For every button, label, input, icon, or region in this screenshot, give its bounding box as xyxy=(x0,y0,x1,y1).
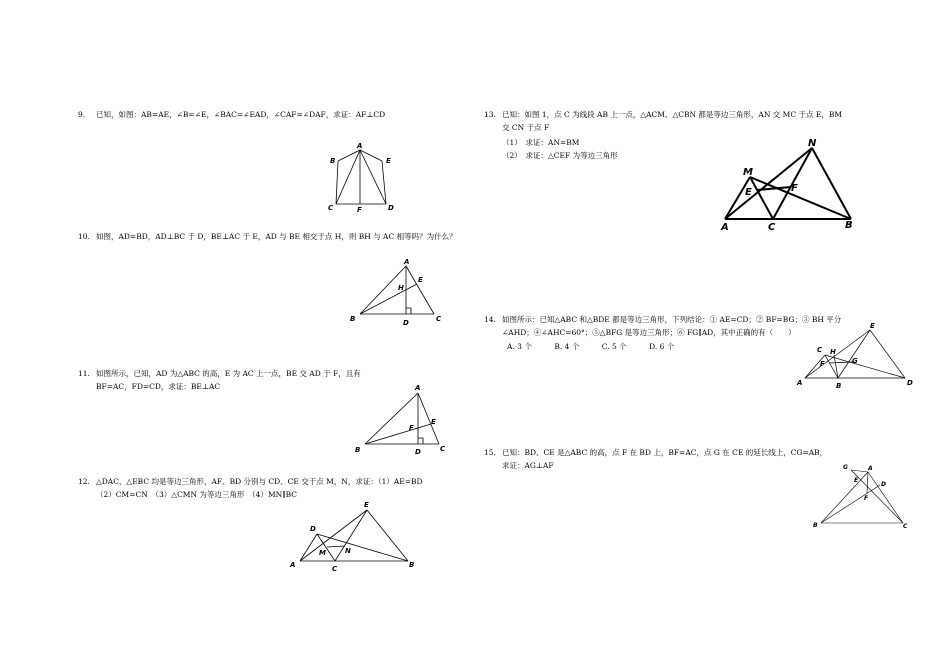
label-A: A xyxy=(797,379,803,387)
figure-q11 xyxy=(345,380,455,460)
q14-options: A. 3 个 B. 4 个 C. 5 个 D. 6 个 xyxy=(507,342,675,351)
label-A: A xyxy=(721,222,729,233)
label-C: C xyxy=(332,565,338,573)
label-B: B xyxy=(350,315,356,323)
label-G: G xyxy=(843,464,848,471)
label-E: E xyxy=(386,157,391,165)
figure-q9 xyxy=(320,140,410,215)
label-D: D xyxy=(310,525,316,533)
label-D: D xyxy=(403,319,409,327)
label-E: E xyxy=(431,418,436,426)
question-10 xyxy=(78,231,457,244)
label-N: N xyxy=(345,547,351,555)
label-E: E xyxy=(418,276,423,284)
question-text-line1: 如图所示：已知△ABC 和△BDE 都是等边三角形，下列结论：① AE=CD；② BF=BG；③ BH 平分 xyxy=(502,315,842,324)
question-text-line1: 已知：如图 1，点 C 为线段 AB 上一点，△ACM、△CBN 都是等边三角形，AN 交 MC 于点 E，BM xyxy=(502,110,843,119)
label-C: C xyxy=(768,222,776,233)
question-number: 9. xyxy=(78,110,86,119)
label-A: A xyxy=(404,258,410,266)
label-M: M xyxy=(319,549,326,557)
label-G: G xyxy=(852,357,858,365)
question-text: 如图，AD=BD，AD⊥BC 于 D，BE⊥AC 于 E，AD 与 BE 相交于点 H，则 BH 与 AC 相等吗？为什么？ xyxy=(96,232,457,241)
label-F: F xyxy=(820,360,825,368)
label-M: M xyxy=(743,167,753,178)
question-text-line2: ∠AHD；④∠AHC=60°；⑤△BFG 是等边三角形；⑥ FG∥AD，其中正确的有（ ） xyxy=(502,327,796,337)
label-A: A xyxy=(290,561,296,569)
label-C: C xyxy=(328,204,334,212)
label-H: H xyxy=(398,284,404,292)
figure-q13 xyxy=(715,135,865,233)
figure-q15 xyxy=(805,460,920,532)
q13-part2: （2） 求证：△CEF 为等边三角形 xyxy=(502,151,618,160)
label-D: D xyxy=(907,379,913,387)
question-number: 12. xyxy=(78,477,90,486)
question-text-line1: △DAC、△EBC 均是等边三角形，AF、BD 分别与 CD、CE 交于点 M、N，求证：（1）AE=BD xyxy=(96,477,423,486)
label-C: C xyxy=(440,445,446,453)
q13-part1: （1） 求证：AN=BM xyxy=(502,138,580,147)
label-A: A xyxy=(357,142,363,150)
question-number: 15. xyxy=(484,448,496,457)
label-F: F xyxy=(864,495,869,502)
question-9 xyxy=(78,109,385,122)
label-F: F xyxy=(357,206,362,214)
label-H: H xyxy=(830,348,836,356)
question-text-line2: 求证：AG⊥AF xyxy=(502,460,554,470)
question-number: 13. xyxy=(484,110,496,119)
label-A: A xyxy=(868,465,873,472)
figure-q14 xyxy=(790,315,920,393)
label-E: E xyxy=(870,322,875,330)
label-B: B xyxy=(409,561,415,569)
label-B: B xyxy=(813,522,818,529)
question-text-line1: 如图所示，已知，AD 为△ABC 的高，E 为 AC 上一点，BE 交 AD 于 F，且有 xyxy=(96,369,361,378)
question-text-line2: BF=AC，FD=CD，求证：BE⊥AC xyxy=(96,381,221,391)
figure-q10 xyxy=(340,255,450,330)
label-E: E xyxy=(364,501,369,509)
label-C: C xyxy=(817,346,823,354)
label-B: B xyxy=(836,382,842,390)
label-D: D xyxy=(881,481,886,488)
question-text-line1: 已知：BD、CE 是△ABC 的高，点 F 在 BD 上，BF=AC，点 G 在 CE 的延长线上，CG=AB， xyxy=(502,448,828,457)
label-F: F xyxy=(791,183,798,194)
label-D: D xyxy=(415,448,421,456)
question-text: 已知，如图：AB=AE，∠B=∠E，∠BAC=∠EAD，∠CAF=∠DAF，求证：AF⊥CD xyxy=(96,110,386,119)
label-A: A xyxy=(415,384,421,392)
figure-q12 xyxy=(285,496,420,576)
label-D: D xyxy=(388,204,394,212)
label-E: E xyxy=(745,187,752,198)
label-N: N xyxy=(808,138,817,149)
question-text-line2: （2）CM=CN （3）△CMN 为等边三角形 （4）MN∥BC xyxy=(96,489,298,499)
question-number: 11. xyxy=(78,369,90,378)
label-F: F xyxy=(409,424,414,432)
label-B: B xyxy=(355,446,361,454)
question-number: 10. xyxy=(78,232,90,241)
label-E: E xyxy=(854,477,859,484)
label-C: C xyxy=(436,315,442,323)
question-number: 14. xyxy=(484,315,496,324)
question-text-line2: 交 CN 于点 F xyxy=(502,122,550,132)
label-B: B xyxy=(845,220,853,231)
label-C: C xyxy=(903,523,908,530)
question-13 xyxy=(484,109,884,134)
label-B: B xyxy=(330,157,336,165)
